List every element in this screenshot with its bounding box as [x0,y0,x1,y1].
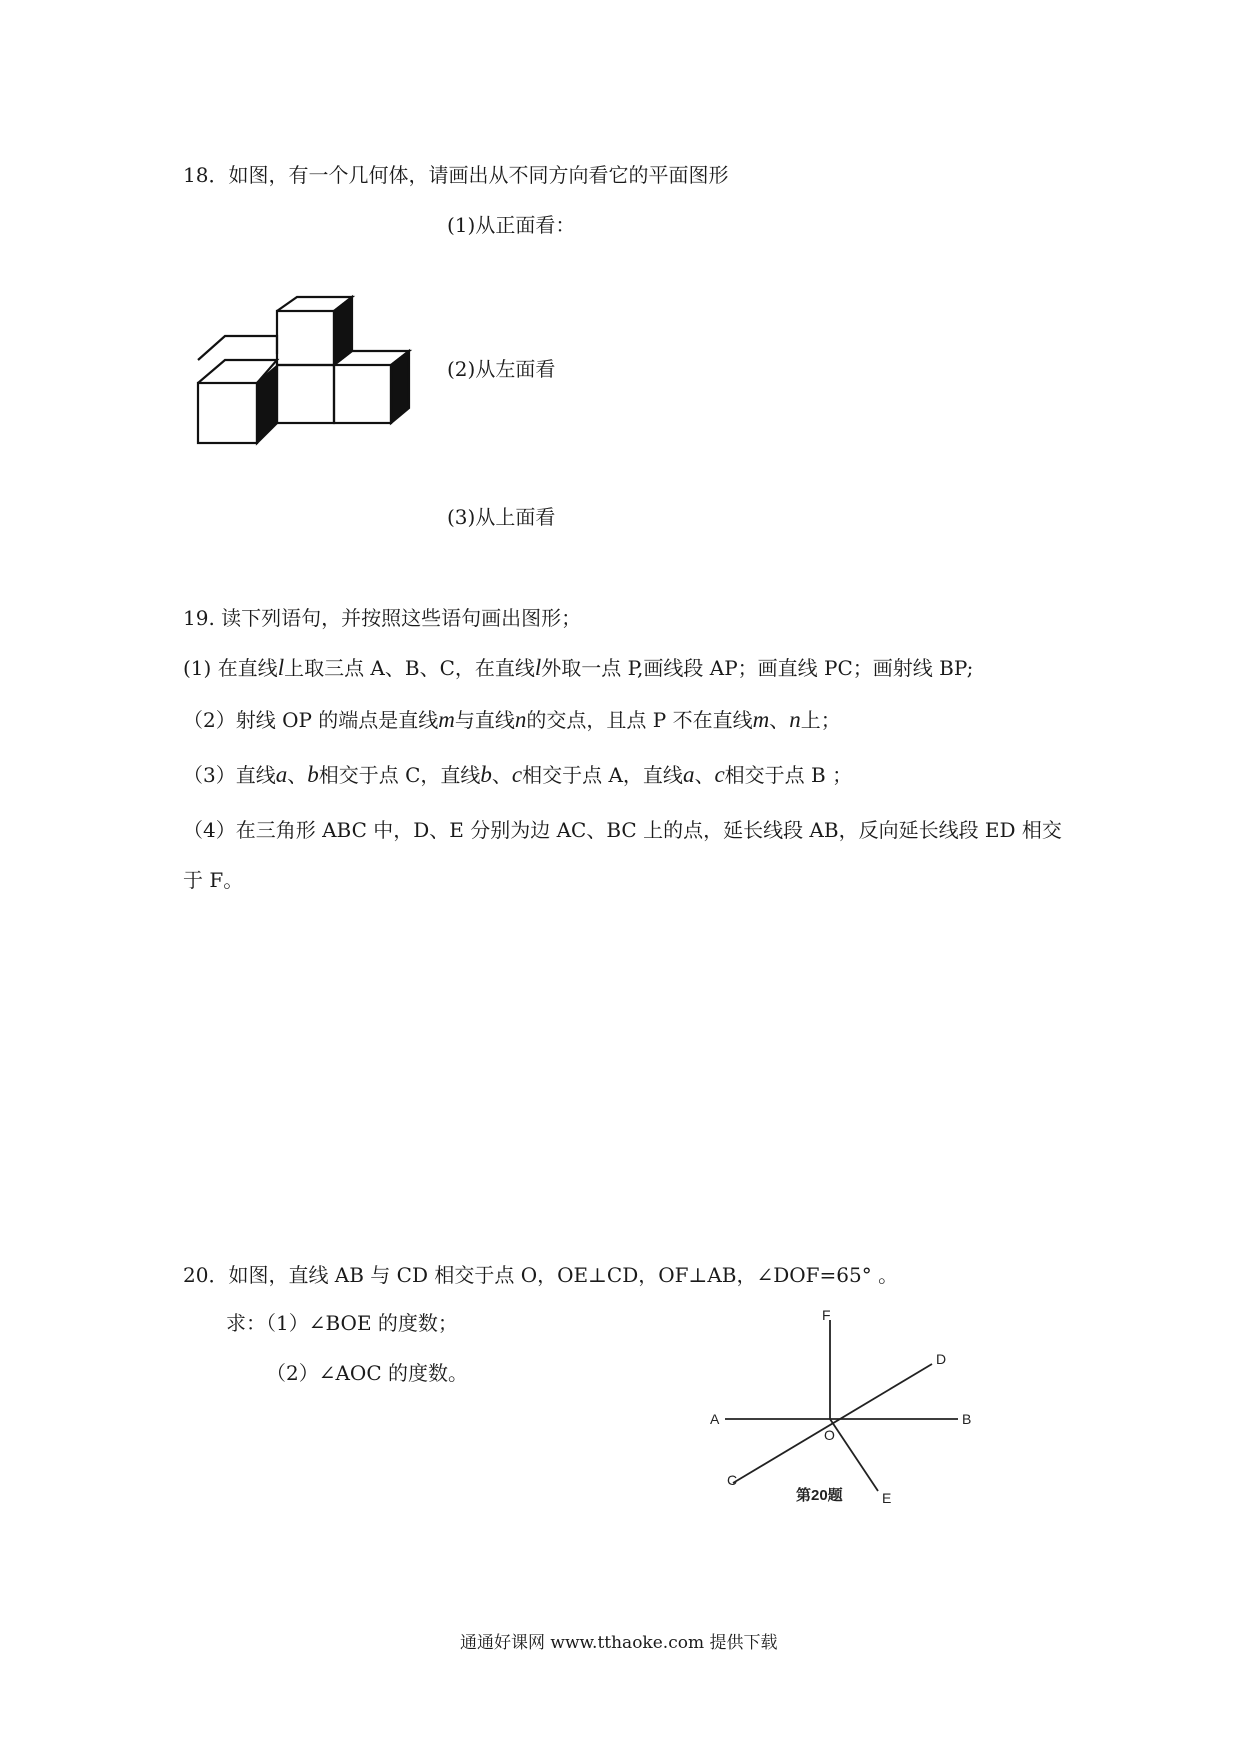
q18-cube-solid-figure [190,290,430,470]
q20-title: 20．如图，直线 AB 与 CD 相交于点 O，OE⊥CD，OF⊥AB，∠DOF=65° 。 [183,1263,899,1287]
q18-view-front: (1)从正面看： [447,213,576,237]
label-E: E [882,1490,892,1506]
figure-caption: 第20题 [796,1487,843,1504]
label-F: F [822,1307,831,1323]
label-D: D [936,1351,947,1367]
ray-OE [830,1419,878,1491]
label-A: A [710,1411,720,1427]
q18-title: 18．如图，有一个几何体，请画出从不同方向看它的平面图形 [183,163,729,187]
q20-ask-1: 求：（1）∠BOE 的度数； [226,1311,458,1335]
q19-statement-1: (1) 在直线l上取三点 A、B、C，在直线l外取一点 P,画线段 AP；画直线 PC；画射线 BP; [183,655,974,680]
q18-view-top: (3)从上面看 [447,505,556,529]
q19-statement-3: （3）直线a、b相交于点 C，直线b、c相交于点 A，直线a、c相交于点 B ； [183,762,853,787]
q18-view-left: (2)从左面看 [447,357,556,381]
label-B: B [962,1411,972,1427]
label-O: O [824,1427,835,1443]
q19-statement-2: （2）射线 OP 的端点是直线m与直线n的交点，且点 P 不在直线m、n上； [183,707,841,732]
q19-statement-4-cont: 于 F。 [183,868,244,892]
q20-figure [700,1300,980,1520]
page-footer: 通通好课网 www.tthaoke.com 提供下载 [460,1633,778,1653]
q19-statement-4: （4）在三角形 ABC 中，D、E 分别为边 AC、BC 上的点，延长线段 AB，反向延长线段 ED 相交 [183,818,1062,842]
label-C: C [727,1472,738,1488]
q20-ask-2: （2）∠AOC 的度数。 [266,1361,468,1385]
q19-title: 19. 读下列语句，并按照这些语句画出图形； [183,606,582,630]
